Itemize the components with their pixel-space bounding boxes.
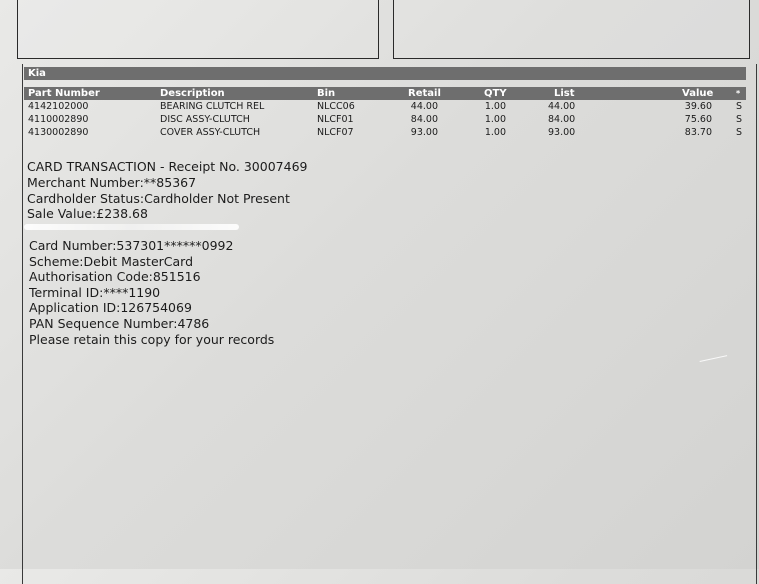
column-header-qty: QTY <box>484 88 507 99</box>
retail-cell: 93.00 <box>410 127 438 138</box>
top-right-box <box>393 0 750 59</box>
table-row <box>24 127 746 139</box>
qty-cell: 1.00 <box>484 101 506 112</box>
value-cell: 83.70 <box>684 127 712 138</box>
table-header <box>24 87 746 100</box>
retail-cell: 44.00 <box>410 101 438 112</box>
column-header-value: Value <box>682 88 714 99</box>
flag-cell: S <box>736 127 743 138</box>
card-scheme: Scheme:Debit MasterCard <box>29 254 194 269</box>
section-title: Kia <box>28 68 46 79</box>
transaction-heading: CARD TRANSACTION - Receipt No. 30007469 <box>27 159 308 174</box>
description-cell: COVER ASSY-CLUTCH <box>160 127 261 138</box>
list-cell: 84.00 <box>548 114 576 125</box>
column-header-list: List <box>554 88 575 99</box>
redaction-mark <box>24 224 239 230</box>
table-row <box>24 101 746 113</box>
cardholder-status: Cardholder Status:Cardholder Not Present <box>27 191 290 206</box>
authorisation-code: Authorisation Code:851516 <box>29 269 201 284</box>
qty-cell: 1.00 <box>484 127 506 138</box>
section-header <box>24 67 746 80</box>
part-number-cell: 4110002890 <box>28 114 89 125</box>
retain-copy-note: Please retain this copy for your records <box>29 332 275 347</box>
table-row <box>24 114 746 126</box>
description-cell: DISC ASSY-CLUTCH <box>160 114 250 125</box>
flag-cell: S <box>736 114 743 125</box>
bin-cell: NLCF01 <box>317 114 354 125</box>
column-header-description: Description <box>160 88 225 99</box>
retail-cell: 84.00 <box>410 114 438 125</box>
column-header-bin: Bin <box>317 88 336 99</box>
column-header-retail: Retail <box>408 88 441 99</box>
bin-cell: NLCF07 <box>317 127 354 138</box>
bin-cell: NLCC06 <box>317 101 355 112</box>
part-number-cell: 4130002890 <box>28 127 89 138</box>
pan-sequence-number: PAN Sequence Number:4786 <box>29 316 210 331</box>
description-cell: BEARING CLUTCH REL <box>160 101 265 112</box>
sale-value: Sale Value:£238.68 <box>27 206 148 221</box>
flag-cell: S <box>736 101 743 112</box>
value-cell: 75.60 <box>684 114 712 125</box>
list-cell: 44.00 <box>548 101 576 112</box>
column-header-flag: * <box>736 89 741 98</box>
card-number: Card Number:537301******0992 <box>29 238 234 253</box>
application-id: Application ID:126754069 <box>29 300 192 315</box>
list-cell: 93.00 <box>548 127 576 138</box>
top-left-box <box>17 0 379 59</box>
value-cell: 39.60 <box>684 101 712 112</box>
qty-cell: 1.00 <box>484 114 506 125</box>
merchant-number: Merchant Number:**85367 <box>27 175 197 190</box>
part-number-cell: 4142102000 <box>28 101 89 112</box>
terminal-id: Terminal ID:****1190 <box>29 285 161 300</box>
column-header-part-number: Part Number <box>28 88 100 99</box>
